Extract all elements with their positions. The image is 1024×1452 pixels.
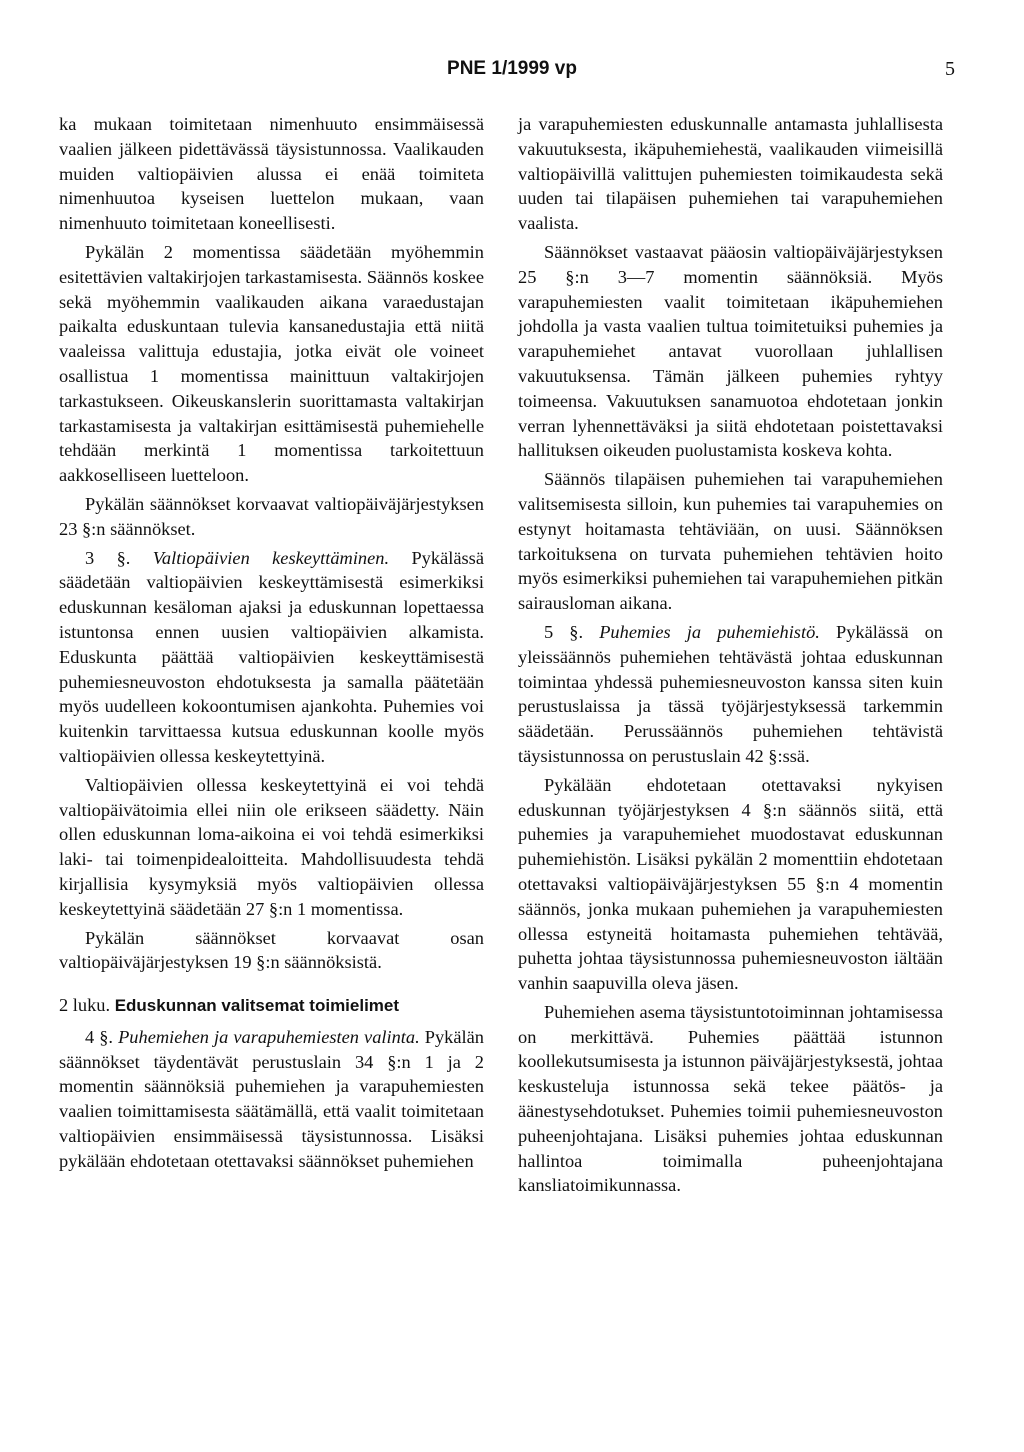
chapter-number: 2 luku. bbox=[59, 995, 115, 1016]
section-number: 4 §. bbox=[85, 1026, 119, 1047]
section-number: 5 §. bbox=[544, 621, 600, 642]
paragraph: Pykälän säännökset korvaavat osan valtiopäiväjärjestyksen 19 §:n säännöksistä. bbox=[59, 927, 484, 973]
page-number: 5 bbox=[945, 58, 955, 80]
paragraph: ka mukaan toimitetaan nimenhuuto ensimmäisessä vaalien jälkeen pidettävässä täysistunnossa. Vaalikauden muiden valtiopäivien alussa ei enää toimiteta nimenhuutoa kyseisen luettelon mukaan, vaan nimenhuuto toimitetaan koneellisesti. bbox=[59, 114, 484, 234]
chapter-title: Eduskunnan valitsemat toimielimet bbox=[114, 996, 400, 1016]
paragraph: Pykälän säännökset korvaavat valtiopäiväjärjestyksen 23 §:n säännökset. bbox=[59, 493, 484, 539]
paragraph bbox=[59, 546, 484, 769]
section-body: Pykälän säännökset täydentävät perustuslain 34 §:n 1 ja 2 momentin säännöksiä puhemiehen ja varapuhemiesten vaalien toimittamisesta säätämällä, että vaalit toimitetaan valtiopäivien ensimmäisessä täysistunnossa. Lisäksi pykälään ehdotetaan otettavaksi säännökset puhemiehen bbox=[59, 1026, 484, 1171]
section-title: Puhemies ja puhemiehistö. bbox=[599, 621, 820, 642]
running-header: PNE 1/1999 vp bbox=[447, 58, 577, 79]
chapter-heading bbox=[59, 993, 484, 1019]
paragraph: Pykälään ehdotetaan otettavaksi nykyisen eduskunnan työjärjestyksen 4 §:n säännös siitä, että puhemies ja varapuhemiehet muodostavat eduskunnan puhemiehistön. Lisäksi pykälän 2 momenttiin ehdotetaan otettavaksi valtiopäiväjärjestyksen 55 §:n 4 momentin säännös, jonka mukaan puhemiehen ja varapuhemiesten ollessa estyneitä hoitamasta puhemiehen tehtävää, puhetta johtaa täysistunnossa puhemiesneuvoston iältään vanhin saapuvilla oleva jäsen. bbox=[518, 774, 943, 994]
left-column bbox=[59, 112, 484, 1174]
paragraph bbox=[518, 620, 943, 769]
paragraph: Säännökset vastaavat pääosin valtiopäiväjärjestyksen 25 §:n 3—7 momentin säännöksiä. Myös varapuhemiesten vaalit toimitetaan ikäpuhemiehen johdolla ja vasta vaalien tultua toimitetuiksi puhemies ja varapuhemiehet antavat vuorollaan juhlallisen vakuutuksensa. Tämän jälkeen puhemies ryhtyy toimeensa. Vakuutuksen sanamuotoa ehdotetaan jonkin verran lyhennettäväksi ja siitä ehdotetaan poistettavaksi hallituksen oikeuden puolustamista koskeva kohta. bbox=[518, 241, 943, 461]
paragraph: Säännös tilapäisen puhemiehen tai varapuhemiehen valitsemisesta silloin, kun puhemies tai varapuhemies on estynyt hoitamasta tehtäviään, on uusi. Säännöksen tarkoituksena on turvata puhemiehen tehtävien hoito myös esimerkiksi puhemiehen tai varapuhemiehen pitkän sairausloman aikana. bbox=[518, 469, 943, 614]
paragraph: Valtiopäivien ollessa keskeytettyinä ei voi tehdä valtiopäivätoimia ellei niin ole erikseen säädetty. Näin ollen eduskunnan loma-aikoina ei voi tehdä esimerkiksi laki- tai toimenpidealoitteita. Mahdollisuudesta tehdä kirjallisia kysymyksiä myös valtiopäivien ollessa keskeytettyinä säädetään 27 §:n 1 momentissa. bbox=[59, 774, 484, 919]
section-body: Pykälässä on yleissäännös puhemiehen tehtävästä johtaa eduskunnan toimintaa yhdessä puhemiesneuvoston kanssa siten kuin perustuslaissa ja tässä työjärjestyksessä tarkemmin säädetään. Perussäännös puhemiehen tehtävistä täysistunnossa on perustuslain 42 §:ssä. bbox=[518, 621, 943, 766]
paragraph: ja varapuhemiesten eduskunnalle antamasta juhlallisesta vakuutuksesta, ikäpuhemiehestä, vaalikauden viimeisillä valtiopäivillä valittujen puhemiesten toimikaudesta sekä uuden tai tilapäisen puhemiehen tai varapuhemiehen vaalista. bbox=[518, 114, 943, 234]
paragraph: Pykälän 2 momentissa säädetään myöhemmin esitettävien valtakirjojen tarkastamisesta. Säännös koskee sekä myöhemmin vaalikauden aikana varaedustajan paikalta eduskuntaan tulevia kansanedustajia että niitä vaaleissa valittuja edustajia, jotka eivät ole voineet osallistua 1 momentissa mainittuun valtakirjojen tarkastukseen. Oikeuskanslerin suorittamasta valtakirjan tarkastamisesta ja valtakirjan esittämisestä puhemiehelle tehdään merkintä 1 momentissa tarkoitettuun aakkoselliseen luetteloon. bbox=[59, 241, 484, 486]
right-column bbox=[518, 112, 943, 1198]
section-number: 3 §. bbox=[85, 547, 153, 568]
paragraph: Puhemiehen asema täysistuntotoiminnan johtamisessa on merkittävä. Puhemies päättää istunnon koollekutsumisesta ja istunnon päiväjärjestyksestä, johtaa keskusteluja istunnossa sekä tekee päätös- ja äänestysehdotukset. Puhemies toimii puhemiesneuvoston puheenjohtajana. Lisäksi puhemies johtaa eduskunnan hallintoa toimimalla puheenjohtajana kansliatoimikunnassa. bbox=[518, 1001, 943, 1196]
paragraph bbox=[59, 1025, 484, 1174]
section-body: Pykälässä säädetään valtiopäivien keskeyttämisestä esimerkiksi eduskunnan kesäloman ajaksi ja eduskunnan lopettaessa istuntonsa ennen uusien valtiopäivien alkamista. Eduskunta päättää valtiopäivien keskeyttämisestä puhemiesneuvoston ehdotuksesta ja samalla päätetään myös uudelleen kokoontumisen ajankohta. Puhemies voi kuitenkin tarvittaessa kutsua eduskunnan koolle myös valtiopäivien ollessa keskeytettyinä. bbox=[59, 547, 484, 766]
section-title: Valtiopäivien keskeyttäminen. bbox=[152, 547, 390, 568]
section-title: Puhemiehen ja varapuhemiesten valinta. bbox=[118, 1026, 420, 1047]
